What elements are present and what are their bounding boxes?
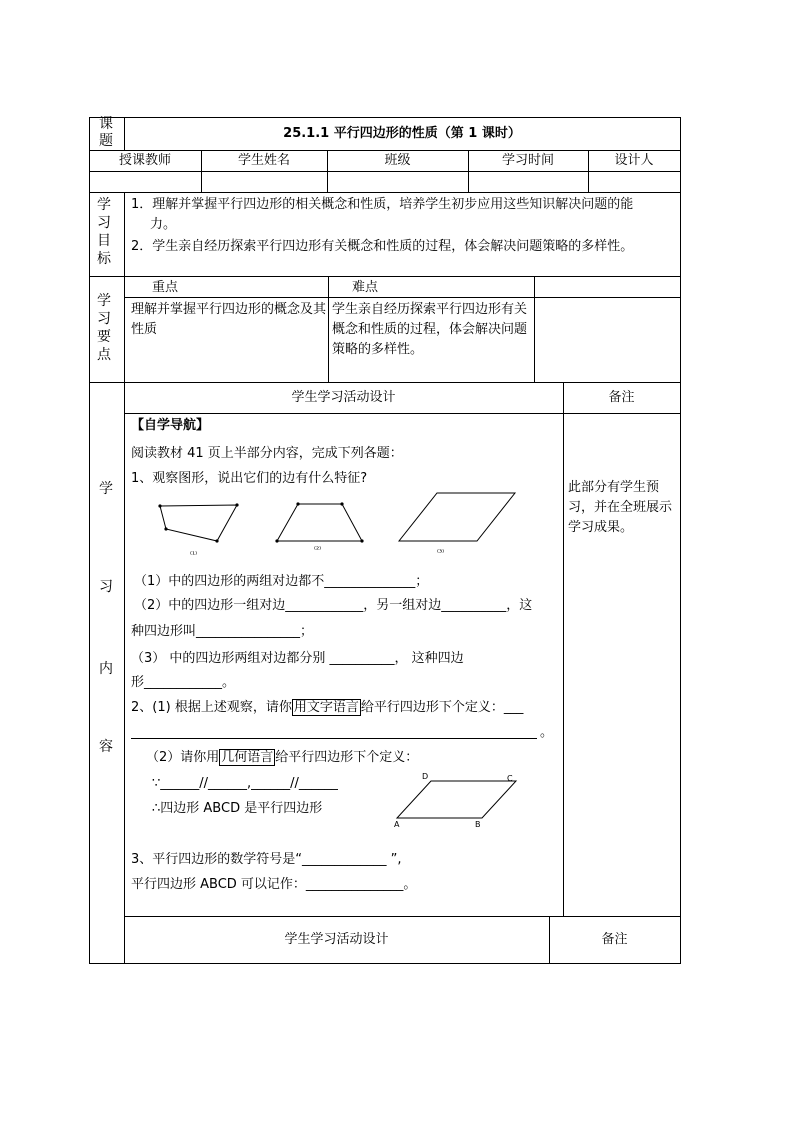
vertex-d: D (422, 772, 429, 781)
figure-2-vertex (360, 539, 363, 542)
answer-1c-cont: 形____________。 (131, 675, 236, 690)
answer-1a: （1）中的四边形的两组对边都不______________； (134, 574, 429, 589)
question-2-1-post: 给平行四边形下个定义：___ (360, 700, 524, 715)
figure-1-vertex (215, 539, 218, 542)
figure-2-label: ⁽²⁾ (314, 545, 322, 554)
notes-header: 备注 (608, 390, 635, 405)
figure-1-vertex (235, 503, 238, 506)
content-label-2: 习 (99, 579, 113, 595)
key-points-label: 学习要点 (97, 293, 111, 363)
teacher-header: 授课教师 (118, 153, 171, 168)
question-2-2-pre: （2）请你用 (146, 750, 220, 765)
answer-1b-cont: 种四边形叫________________； (131, 624, 314, 639)
page-title: 25.1.1 平行四边形的性质（第 1 课时） (283, 126, 521, 141)
figure-1-label: ⁽¹⁾ (190, 550, 198, 559)
question-2-1-pre: 2、(1) 根据上述观察，请你 (131, 700, 292, 715)
activity-header: 学生学习活动设计 (291, 390, 396, 405)
figure-2-shape (277, 504, 362, 541)
question-2-2-boxed: 几何语言 (221, 750, 274, 765)
question-3: 3、平行四边形的数学符号是“_____________ ”, (131, 852, 402, 867)
figure-2-vertex (275, 539, 278, 542)
topic-label-text: 课题 (99, 116, 113, 149)
figure-abcd-shape (397, 781, 516, 818)
class-header: 班级 (384, 153, 411, 168)
time-header: 学习时间 (501, 153, 554, 168)
vertex-b: B (475, 820, 481, 829)
figure-1-vertex (164, 527, 167, 530)
definition-period: 。 (540, 725, 554, 740)
figure-2-vertex (296, 502, 299, 505)
student-header: 学生姓名 (237, 153, 290, 168)
because-statement: ∵______//______,______//______ (152, 776, 338, 791)
difficulty-header: 难点 (352, 280, 379, 295)
section-title: 【自学导航】 (131, 418, 210, 433)
question-2-1 (131, 699, 523, 717)
answer-1b: （2）中的四边形一组对边____________，另一组对边__________，这 (134, 598, 533, 613)
intro-text: 阅读教材 41 页上半部分内容，完成下列各题： (131, 446, 403, 461)
objective-1-line-2: 力。 (150, 217, 177, 232)
objective-1-line-1: 1．理解并掌握平行四边形的相关概念和性质，培养学生初步应用这些知识解决问题的能 (131, 197, 634, 212)
definition-blank-line (131, 738, 537, 739)
figure-2-vertex (340, 502, 343, 505)
question-1: 1、观察图形，说出它们的边有什么特征? (131, 471, 368, 486)
question-2-2 (146, 749, 418, 767)
objective-2: 2．学生亲自经历探索平行四边形有关概念和性质的过程，体会解决问题策略的多样性。 (131, 239, 634, 254)
designer-header: 设计人 (614, 153, 654, 168)
vertex-c: C (507, 774, 513, 783)
focus-header: 重点 (152, 280, 179, 295)
question-2-2-post: 给平行四边形下个定义： (275, 750, 419, 765)
question-2-1-boxed: 用文字语言 (293, 700, 359, 715)
answer-1c: （3） 中的四边形两组对边都分别 __________， 这种四边 (131, 651, 464, 666)
footer-notes-header: 备注 (601, 932, 628, 947)
vertex-a: A (394, 820, 400, 829)
figure-3-label: ⁽³⁾ (437, 548, 445, 557)
notes-text: 此部分有学生预习，并在全班展示学习成果。 (568, 480, 673, 535)
therefore-statement: ∴四边形 ABCD 是平行四边形 (152, 801, 323, 816)
figure-3-shape (399, 493, 515, 541)
content-label-4: 容 (99, 739, 113, 755)
question-3-cont: 平行四边形 ABCD 可以记作：_______________。 (131, 877, 417, 892)
objectives-label: 学习目标 (97, 197, 111, 267)
difficulty-text: 学生亲自经历探索平行四边形有关概念和性质的过程，体会解决问题策略的多样性。 (332, 302, 528, 357)
content-label-1: 学 (99, 481, 113, 497)
figure-1-shape (160, 505, 237, 541)
figure-1-vertex (158, 504, 161, 507)
footer-activity-header: 学生学习活动设计 (284, 932, 389, 947)
content-label-3: 内 (99, 661, 113, 677)
focus-text: 理解并掌握平行四边形的概念及其性质 (131, 302, 327, 337)
